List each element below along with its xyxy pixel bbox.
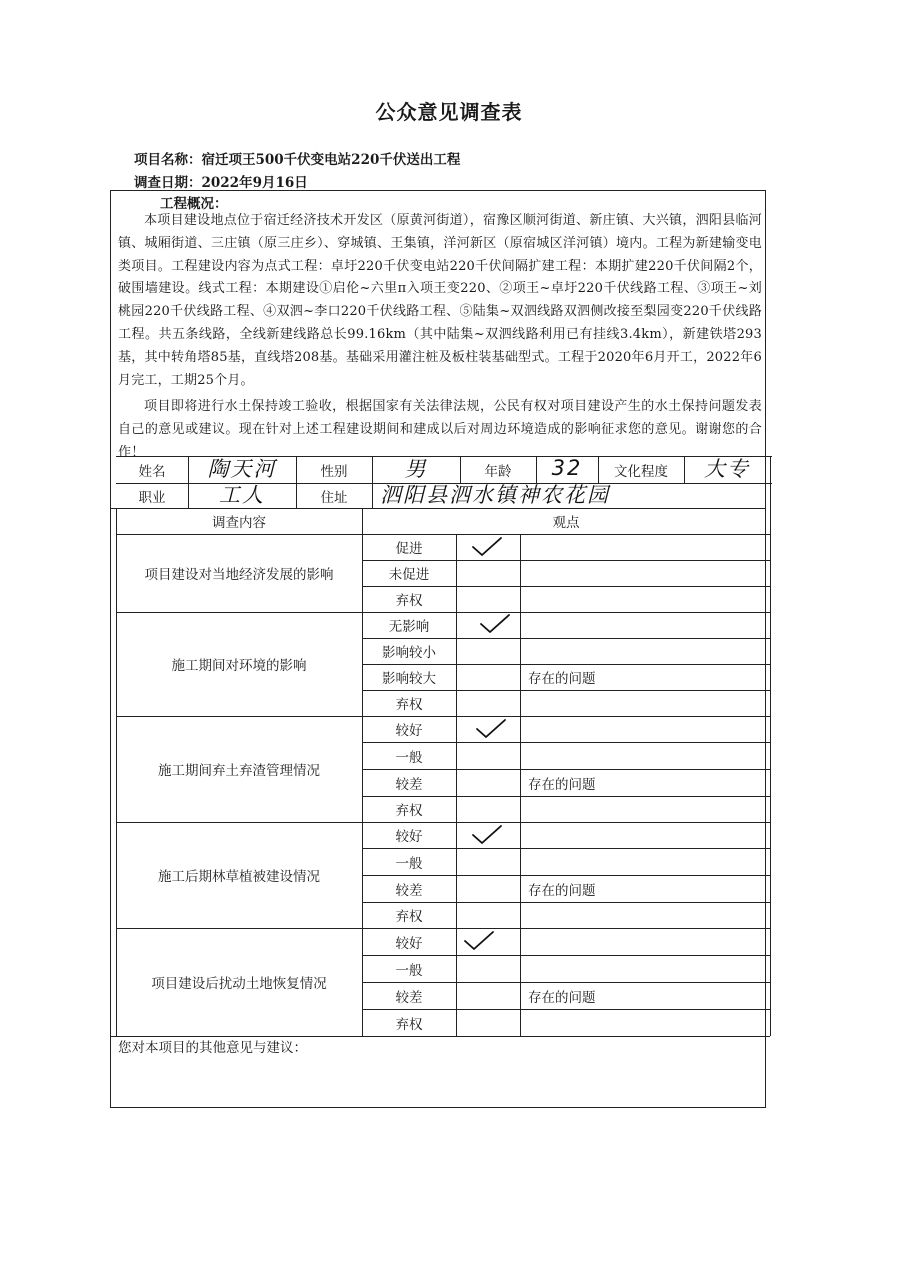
row-border <box>362 769 770 770</box>
header-opinion: 观点 <box>552 515 580 531</box>
option-label: 一般 <box>395 962 423 979</box>
project-name-row <box>134 148 460 168</box>
question-topic: 项目建设对当地经济发展的影响 <box>144 567 334 583</box>
row-border <box>362 664 770 665</box>
mark-column-divider <box>520 534 521 1036</box>
row-border <box>362 560 770 561</box>
question-topic: 项目建设后扰动土地恢复情况 <box>151 976 327 992</box>
form-title: 公众意见调查表 <box>375 100 523 124</box>
address-label: 住址 <box>320 489 348 506</box>
question-topic: 施工后期林草植被建设情况 <box>158 869 320 885</box>
education-value: 大专 <box>704 457 750 481</box>
row-border <box>362 875 770 876</box>
question-topic: 施工期间对环境的影响 <box>171 658 307 674</box>
check-mark-icon <box>474 718 508 740</box>
option-column-divider <box>456 534 457 1036</box>
row-border <box>362 1009 770 1010</box>
table-right-border <box>770 508 771 1036</box>
option-label: 弃权 <box>395 593 423 609</box>
option-label: 无影响 <box>388 619 430 635</box>
option-label: 一般 <box>395 749 423 766</box>
education-label: 文化程度 <box>614 463 668 480</box>
problem-label: 存在的问题 <box>528 882 596 899</box>
project-name-label: 项目名称： <box>134 152 202 168</box>
row-border <box>362 796 770 797</box>
project-name-value: 宿迁项王500千伏变电站220千伏送出工程 <box>201 152 461 168</box>
option-label: 较差 <box>395 882 423 899</box>
option-label: 影响较小 <box>382 645 436 661</box>
option-label: 一般 <box>395 855 423 872</box>
info-right-border <box>770 456 771 508</box>
survey-date-label: 调查日期： <box>134 175 202 191</box>
problem-label: 存在的问题 <box>528 671 596 687</box>
row-border <box>362 742 770 743</box>
row-border <box>362 955 770 956</box>
problem-label: 存在的问题 <box>528 989 596 1006</box>
occupation-value: 工人 <box>219 483 265 507</box>
option-label: 弃权 <box>395 697 423 713</box>
option-label: 弃权 <box>395 1016 423 1033</box>
gender-value: 男 <box>404 457 428 481</box>
row-border <box>362 690 770 691</box>
gender-label: 性别 <box>320 463 348 480</box>
option-label: 较好 <box>395 723 423 739</box>
occupation-label: 职业 <box>138 489 166 506</box>
age-value: 32 <box>551 456 583 480</box>
name-value: 陶天河 <box>207 457 277 481</box>
problem-label: 存在的问题 <box>528 776 596 793</box>
other-opinions-label: 您对本项目的其他意见与建议： <box>118 1040 307 1056</box>
notice-paragraph: 项目即将进行水土保持竣工验收，根据国家有关法律法规，公民有权对项目建设产生的水土保持问题发表自己的意见或建议。现在针对上述工程建设期间和建成以后对周边环境造成的影响征求您的意见。谢谢您的合作！ <box>118 399 762 460</box>
header-survey-content: 调查内容 <box>212 515 266 531</box>
option-label: 较差 <box>395 776 423 793</box>
row-border <box>362 902 770 903</box>
row-border <box>362 638 770 639</box>
survey-date-value: 2022年9月16日 <box>201 175 308 191</box>
option-label: 促进 <box>395 541 423 557</box>
age-label: 年龄 <box>484 463 512 480</box>
check-mark-icon <box>470 824 504 846</box>
question-topic: 施工期间弃土弃渣管理情况 <box>158 763 320 779</box>
option-label: 弃权 <box>395 909 423 925</box>
option-label: 较好 <box>395 829 423 845</box>
option-label: 弃权 <box>395 803 423 819</box>
name-label: 姓名 <box>138 463 166 480</box>
row-border <box>362 982 770 983</box>
overview-paragraph: 本项目建设地点位于宿迁经济技术开发区（原黄河街道），宿豫区顺河街道、新庄镇、大兴镇，泗阳县临河镇、城厢街道、三庄镇（原三庄乡）、穿城镇、王集镇，洋河新区（原宿城区洋河镇）境内。工程为新建输变电类项目。工程建设内容为点式工程：卓圩220千伏变电站220千伏间隔扩建工程：本期扩建220千伏间隔2个，破围墙建设。线式工程：本期建设①启伦~六里π入项王变220、②项王~卓圩220千伏线路工程、③项王~刘桃园220千伏线路工程、④双泗~李口220千伏线路工程、⑤陆集~双泗线路双泗侧改接至梨园变220千伏线路工程。共五条线路，全线新建线路总长99.16km（其中陆集~双泗线路利用已有挂线3.4km），新建铁塔293基，其中转角塔85基，直线塔208基。基础采用灌注桩及板柱装基础型式。工程于2020年6月开工，2022年6月完工，工期25个月。 <box>118 213 762 388</box>
option-label: 影响较大 <box>382 671 436 687</box>
option-label: 未促进 <box>388 567 430 583</box>
option-label: 较差 <box>395 989 423 1006</box>
option-label: 较好 <box>395 935 423 952</box>
check-mark-icon <box>470 536 504 558</box>
address-value: 泗阳县泗水镇神农花园 <box>380 483 610 507</box>
check-mark-icon <box>462 930 496 952</box>
row-border <box>362 848 770 849</box>
survey-date-row <box>134 171 308 191</box>
check-mark-icon <box>478 613 512 635</box>
overview-heading: 工程概况： <box>160 196 228 212</box>
row-border <box>362 586 770 587</box>
